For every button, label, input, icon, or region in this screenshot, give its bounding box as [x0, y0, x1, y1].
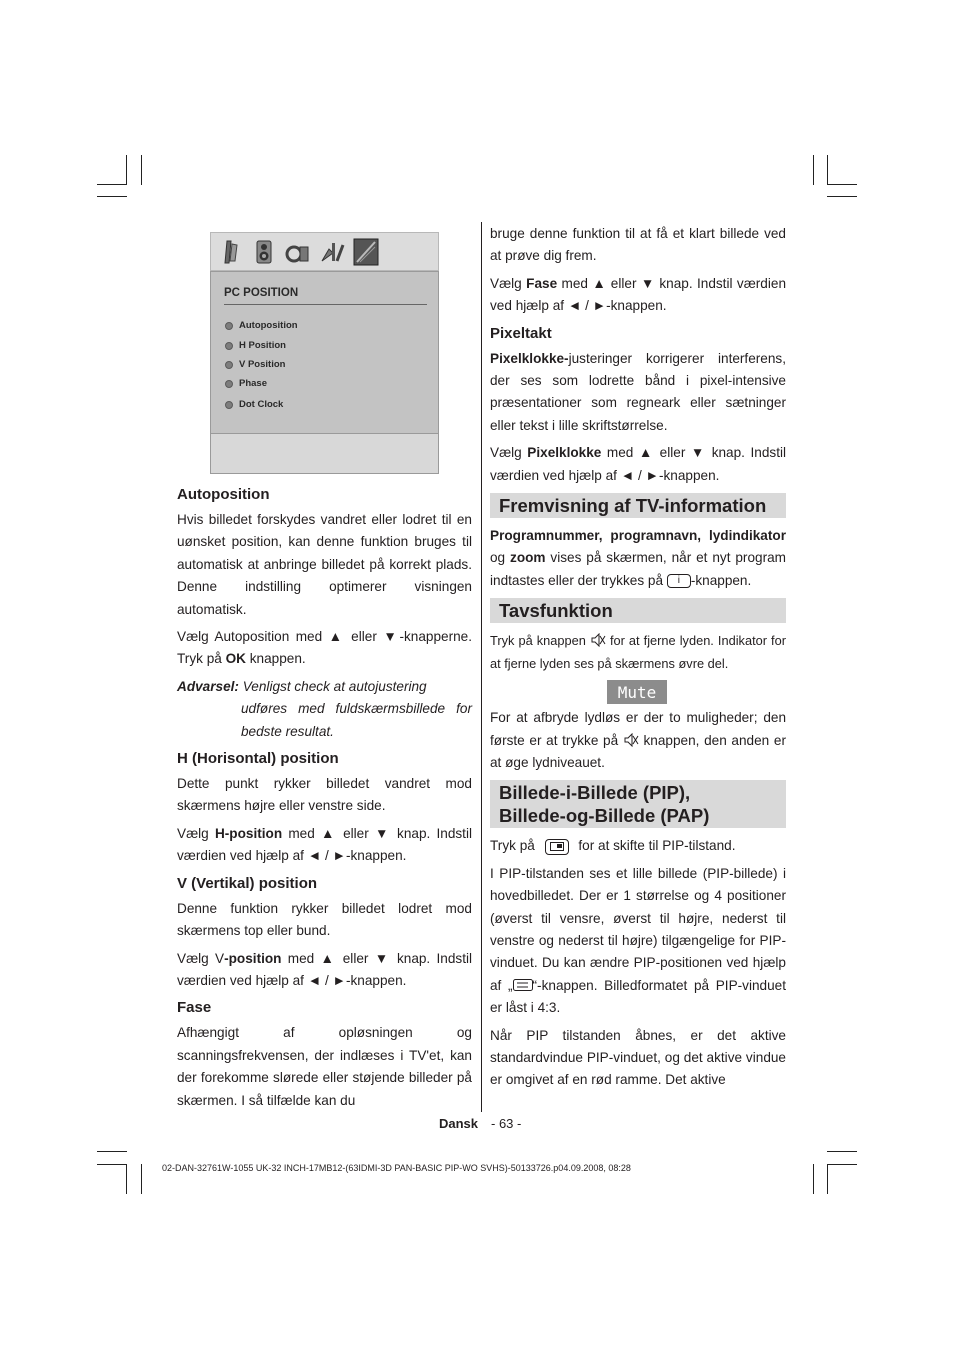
menu-item-h-position[interactable]: H Position — [225, 340, 286, 351]
crop-mark — [126, 1164, 127, 1194]
menu-item-v-position[interactable]: V Position — [225, 359, 285, 370]
mute-description: Tryk på knappen for at fjerne lyden. Indikator for at fjerne lyden ses på skærmens øvre del. — [490, 633, 786, 671]
heading-v-position: V (Vertikal) position — [177, 874, 318, 892]
mute-icon — [590, 633, 606, 647]
v-position-instruction: Vælg V-position med ▲ eller ▼ knap. Indstil værdien ved hjælp af ◄ / ►-knappen. — [177, 950, 473, 988]
crop-mark — [126, 155, 127, 185]
pc-icon — [352, 237, 380, 267]
bullet-icon — [225, 380, 233, 388]
crop-mark — [827, 155, 828, 185]
fase-instruction: Vælg Fase med ▲ eller ▼ knap. Indstil værdien ved hjælp af ◄ / ►-knappen. — [490, 275, 787, 314]
autoposition-warning: Advarsel: Venligst check at autojustering udføres med fuldskærmsbillede for bedste resultat. — [177, 678, 472, 739]
pixeltakt-instruction: Vælg Pixelklokke med ▲ eller ▼ knap. Indstil værdien ved hjælp af ◄ / ►-knappen. — [490, 445, 787, 483]
pip-instruction: Tryk på for at skifte til PIP-tilstand. — [490, 838, 736, 854]
mute-osd-indicator: Mute — [607, 680, 667, 704]
menu-divider — [224, 304, 427, 305]
crop-mark — [813, 155, 814, 185]
heading-h-position: H (Horisontal) position — [177, 750, 339, 768]
crop-mark — [813, 1164, 814, 1194]
print-metadata: 02-DAN-32761W-1055 UK-32 INCH-17MB12-(63IDMI-3D PAN-BASIC PIP-WO SVHS)-50133726.p04.09.2008, 08:28 — [162, 1163, 631, 1173]
info-key-icon: i — [667, 574, 691, 588]
picture-icon — [216, 237, 244, 267]
tv-info-description: Programnummer, programnavn, lydindikator og zoom vises på skærmen, når et nyt program indtastes eller der trykkes på i -knappen. — [490, 528, 786, 588]
crop-mark — [97, 1164, 127, 1165]
bullet-icon — [225, 361, 233, 369]
section-pip-pap: Billede-i-Billede (PIP), Billede-og-Billede (PAP) — [490, 780, 786, 828]
h-position-description: Dette punkt rykker billedet vandret mod skærmens højre eller venstre side. — [177, 776, 472, 814]
v-position-description: Denne funktion rykker billedet lodret mod skærmens top eller bund. — [177, 900, 472, 939]
heading-autoposition: Autoposition — [177, 486, 270, 503]
crop-mark — [827, 196, 857, 197]
left-column — [177, 481, 472, 1117]
pip-description: I PIP-tilstanden ses et lille billede (PIP-billede) i hovedbilledet. Der er 1 størrelse og 4 positioner (øverst til vensre, øverst til højre, nederst til venstre og nederst til højre) tilgængelige for PIP-vinduet. Du kan ændre PIP-positionen ved hjælp af „ “-knappen. Billedformatet på PIP-vinduet er låst i 4:3. — [490, 865, 786, 1016]
heading-fase: Fase — [177, 999, 212, 1017]
menu-title: PC POSITION — [224, 287, 299, 299]
autoposition-instruction: Vælg Autoposition med ▲ eller ▼-knapperne. Tryk på OK knappen. — [177, 629, 472, 667]
section-mute: Tavsfunktion — [490, 598, 786, 623]
pixeltakt-description: Pixelklokke-justeringer korrigerer interferens, der ses som lodrette bånd i pixel-intensive præsentationer som regneark eller sætninger eller tekst i lille skriftstørrelse. — [490, 350, 786, 433]
bullet-icon — [225, 322, 233, 330]
menu-item-autoposition[interactable]: Autoposition — [225, 320, 298, 331]
crop-mark — [827, 1151, 857, 1152]
right-column — [490, 223, 786, 1097]
pip-key-icon — [545, 839, 569, 855]
heading-pixeltakt: Pixeltakt — [490, 324, 552, 342]
section-tv-information: Fremvisning af TV-information — [490, 493, 786, 518]
crop-mark — [827, 1164, 828, 1194]
settings-icon — [284, 237, 312, 267]
crop-mark — [827, 184, 857, 185]
speaker-icon — [250, 237, 278, 267]
crop-mark — [827, 1164, 857, 1165]
tools-icon — [318, 237, 346, 267]
menu-icon-bar — [210, 232, 439, 271]
bullet-icon — [225, 342, 233, 350]
swap-key-icon — [513, 979, 533, 991]
mute-icon — [623, 733, 639, 747]
crop-mark — [141, 1164, 142, 1194]
crop-mark — [141, 155, 142, 185]
bullet-icon — [225, 401, 233, 409]
crop-mark — [97, 1151, 127, 1152]
column-divider — [481, 222, 482, 1112]
crop-mark — [97, 196, 127, 197]
mute-cancel-description: For at afbryde lydløs er der to muligheder; den første er at trykke på knappen, den anden er at øge lydniveauet. — [490, 710, 786, 770]
menu-item-phase[interactable]: Phase — [225, 378, 267, 389]
page-number: - 63 - — [491, 1116, 522, 1131]
menu-panel — [210, 271, 439, 434]
fase-description-continued: bruge denne funktion til at få et klart billede ved at prøve dig frem. — [490, 226, 786, 264]
crop-mark — [97, 184, 127, 185]
autoposition-description: Hvis billedet forskydes vandret eller lodret til en uønsket position, kan denne funktion bruges til automatisk at anbringe billedet på korrekt plads. Denne indstilling optimerer visningen automatisk. — [177, 512, 472, 617]
pip-active-window: Når PIP tilstanden åbnes, er det aktive standardvindue PIP-vinduet, og det aktive vindue er omgivet af en rød ramme. Det aktive — [490, 1027, 786, 1088]
pc-position-menu — [210, 232, 439, 474]
fase-description: Afhængigt af opløsningen og scanningsfrekvensen, der indlæses i TV'et, kan der forekomme slørede eller støjende billeder på skærmen. I så tilfælde kan du — [177, 1025, 472, 1108]
footer-language: Dansk — [439, 1116, 479, 1131]
menu-item-dot-clock[interactable]: Dot Clock — [225, 399, 283, 410]
h-position-instruction: Vælg H-position med ▲ eller ▼ knap. Indstil værdien ved hjælp af ◄ / ►-knappen. — [177, 825, 472, 864]
menu-footer — [210, 434, 439, 474]
